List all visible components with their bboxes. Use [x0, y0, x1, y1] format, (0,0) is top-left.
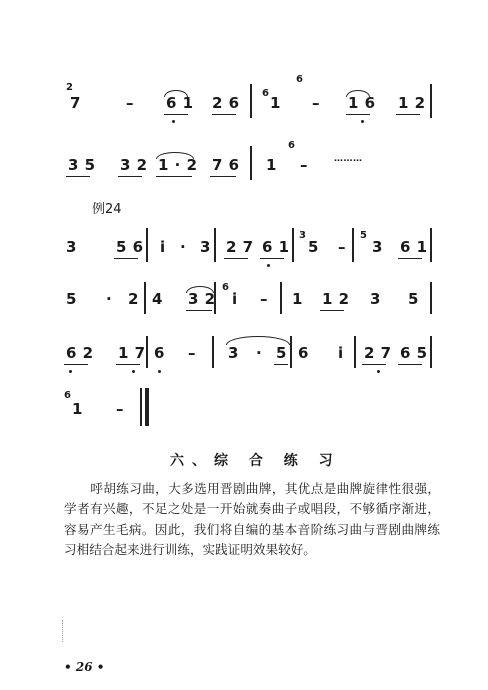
note: 6 — [298, 344, 309, 362]
ornament: 6 — [64, 390, 71, 401]
underline-beat — [362, 364, 386, 365]
bar-line — [430, 228, 432, 262]
bar-line — [214, 228, 216, 262]
bar-line — [250, 84, 252, 118]
note: 1 — [270, 94, 281, 112]
note: i — [160, 238, 166, 256]
note: 5 — [276, 344, 287, 362]
note: 2 7 — [364, 344, 392, 362]
note: 6 5 — [400, 344, 428, 362]
score-line-3 — [0, 222, 488, 268]
note: 3 — [228, 344, 239, 362]
note: 3 5 — [68, 156, 96, 174]
note: 5 6 — [116, 238, 144, 256]
note: 5 — [408, 290, 419, 308]
underline-beat — [346, 114, 370, 115]
bar-line — [250, 146, 252, 180]
bar-line — [146, 228, 148, 262]
bar-line — [144, 282, 146, 314]
underline-beat — [210, 176, 236, 177]
note: 1 — [72, 400, 83, 418]
underline-beat — [398, 364, 422, 365]
underline-beat — [164, 114, 188, 115]
underline-beat — [398, 258, 422, 259]
note: 2 7 — [226, 238, 254, 256]
note: 1 2 — [322, 290, 350, 308]
underline-beat — [156, 176, 192, 177]
example-label: 例24 — [92, 202, 122, 217]
note: 6 1 — [262, 238, 290, 256]
score-line-6 — [0, 388, 488, 428]
note: 7 6 — [212, 156, 240, 174]
note: 7 — [70, 94, 81, 112]
underline-beat — [224, 258, 248, 259]
score-line-5 — [0, 332, 488, 380]
note: 3 2 — [120, 156, 148, 174]
note: 3 — [372, 238, 383, 256]
note: – — [126, 94, 134, 112]
score-line-2 — [0, 140, 488, 180]
bar-line — [280, 282, 282, 314]
note: 6 1 — [166, 94, 194, 112]
score-line-1 — [0, 70, 488, 120]
underline-beat — [64, 364, 88, 365]
underline-beat — [212, 114, 236, 115]
note: i — [338, 344, 344, 362]
ornament: 5 — [360, 230, 367, 241]
bar-line — [290, 336, 292, 368]
underline-beat — [114, 258, 138, 259]
underline-beat — [66, 176, 90, 177]
bar-line — [292, 228, 294, 262]
note: · — [106, 290, 113, 308]
scan-mark — [62, 620, 63, 642]
underline-beat — [186, 310, 212, 311]
note: 6 — [154, 344, 165, 362]
bar-line — [212, 336, 214, 368]
octave-dot — [172, 120, 175, 123]
note: – — [188, 344, 196, 362]
note: – — [260, 290, 268, 308]
note: 5 — [308, 238, 319, 256]
note: 1 6 — [348, 94, 376, 112]
note: – — [312, 94, 320, 112]
ornament: 6 — [262, 88, 269, 99]
underline-beat — [320, 310, 344, 311]
note: 1 7 — [118, 344, 146, 362]
underline-beat — [274, 364, 288, 365]
note: 1 — [266, 156, 277, 174]
note: – — [338, 238, 346, 256]
underline-beat — [118, 176, 142, 177]
octave-dot — [158, 370, 161, 373]
note: 1 · 2 — [158, 156, 198, 174]
note: 1 — [292, 290, 303, 308]
octave-dot — [267, 264, 270, 267]
bar-line — [430, 282, 432, 314]
paragraph-text: 呼胡练习曲，大多选用晋剧曲牌，其优点是曲牌旋律性很强，学者有兴趣，不足之处是一开始就奏曲子或唱段，不够循序渐进，容易产生毛病。因此，我们将自编的基本音阶练习曲与晋剧曲牌练习相结合起来进行训练，实践证明效果较好。 — [64, 480, 440, 558]
note: · — [180, 238, 187, 256]
underline-beat — [260, 258, 284, 259]
underline-beat — [116, 364, 140, 365]
octave-dot — [377, 370, 380, 373]
ornament: 3 — [299, 230, 306, 241]
note: 3 — [200, 238, 211, 256]
note: 6 1 — [400, 238, 428, 256]
octave-dot — [361, 120, 364, 123]
bar-line — [352, 228, 354, 262]
note: 1 2 — [398, 94, 426, 112]
score-line-4 — [0, 280, 488, 320]
ornament: 6 — [288, 140, 295, 151]
underline-beat — [396, 114, 420, 115]
note: 3 — [370, 290, 381, 308]
grace-note: 2 — [66, 82, 73, 93]
note: 3 — [66, 238, 77, 256]
final-bar-line — [140, 388, 149, 426]
section-heading: 六、综 合 练 习 — [170, 453, 341, 469]
note: 3 2 — [188, 290, 216, 308]
note: · — [256, 344, 263, 362]
bar-line — [354, 336, 356, 368]
page-number: • 26 • — [64, 660, 105, 674]
octave-dot — [69, 370, 72, 373]
ornament: 6 — [222, 282, 229, 293]
note: 2 — [128, 290, 139, 308]
octave-dot — [132, 370, 135, 373]
note: – — [300, 156, 308, 174]
bar-line — [214, 282, 216, 314]
bar-line — [430, 336, 432, 368]
bar-line — [146, 336, 148, 368]
note: – — [116, 400, 124, 418]
note: 2 6 — [212, 94, 240, 112]
note: 6 2 — [66, 344, 94, 362]
note: 5 — [66, 290, 77, 308]
note: i — [232, 290, 238, 308]
note: ……… — [334, 154, 363, 164]
ornament: 6 — [296, 74, 303, 85]
bar-line — [430, 84, 432, 118]
note: 4 — [152, 290, 163, 308]
body-paragraph — [64, 479, 440, 561]
